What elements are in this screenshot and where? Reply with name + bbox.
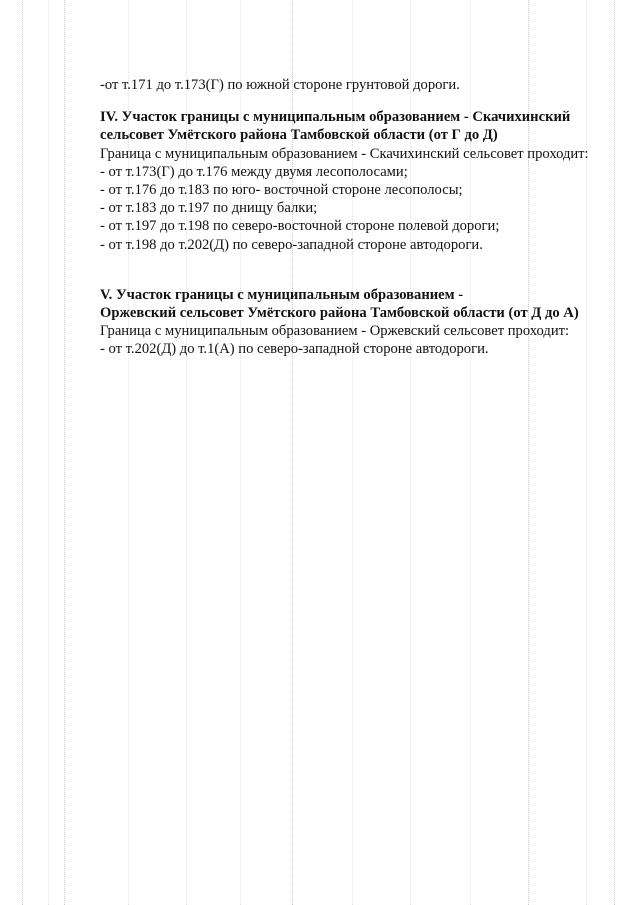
section-iv-item: - от т.173(Г) до т.176 между двумя лесополосами; xyxy=(100,163,408,180)
spacer xyxy=(100,254,625,286)
document-page xyxy=(100,76,625,359)
section-iv-item: - от т.176 до т.183 по юго- восточной стороне лесополосы; xyxy=(100,182,463,199)
section-v-item: - от т.202(Д) до т.1(А) по северо-западной стороне автодороги. xyxy=(100,341,489,358)
scan-streak xyxy=(48,0,49,905)
section-iv-heading-line-1: IV. Участок границы с муниципальным образованием - Скачихинский xyxy=(100,109,571,126)
section-iv-item: - от т.183 до т.197 по днищу балки; xyxy=(100,200,318,217)
section-iv-item: - от т.198 до т.202(Д) по северо-западной стороне автодороги. xyxy=(100,236,483,253)
intro-line: -от т.171 до т.173(Г) по южной стороне грунтовой дороги. xyxy=(100,77,460,93)
section-v-lead: Граница с муниципальным образованием - Оржевский сельсовет проходит: xyxy=(100,323,570,340)
section-iv xyxy=(100,108,625,254)
section-iv-heading-line-2: сельсовет Умётского района Тамбовской области (от Г до Д) xyxy=(100,127,498,144)
section-v xyxy=(100,286,625,359)
section-iv-lead: Граница с муниципальным образованием - Скачихинский сельсовет проходит: xyxy=(100,145,589,162)
scan-streak xyxy=(22,0,23,905)
section-v-heading-line-1: V. Участок границы с муниципальным образованием - xyxy=(100,286,464,303)
spacer xyxy=(100,94,625,108)
section-v-heading-line-2: Оржевский сельсовет Умётского района Тамбовской области (от Д до А) xyxy=(100,305,579,322)
scan-streak xyxy=(64,0,65,905)
section-iv-item: - от т.197 до т.198 по северо-восточной стороне полевой дороги; xyxy=(100,218,500,235)
